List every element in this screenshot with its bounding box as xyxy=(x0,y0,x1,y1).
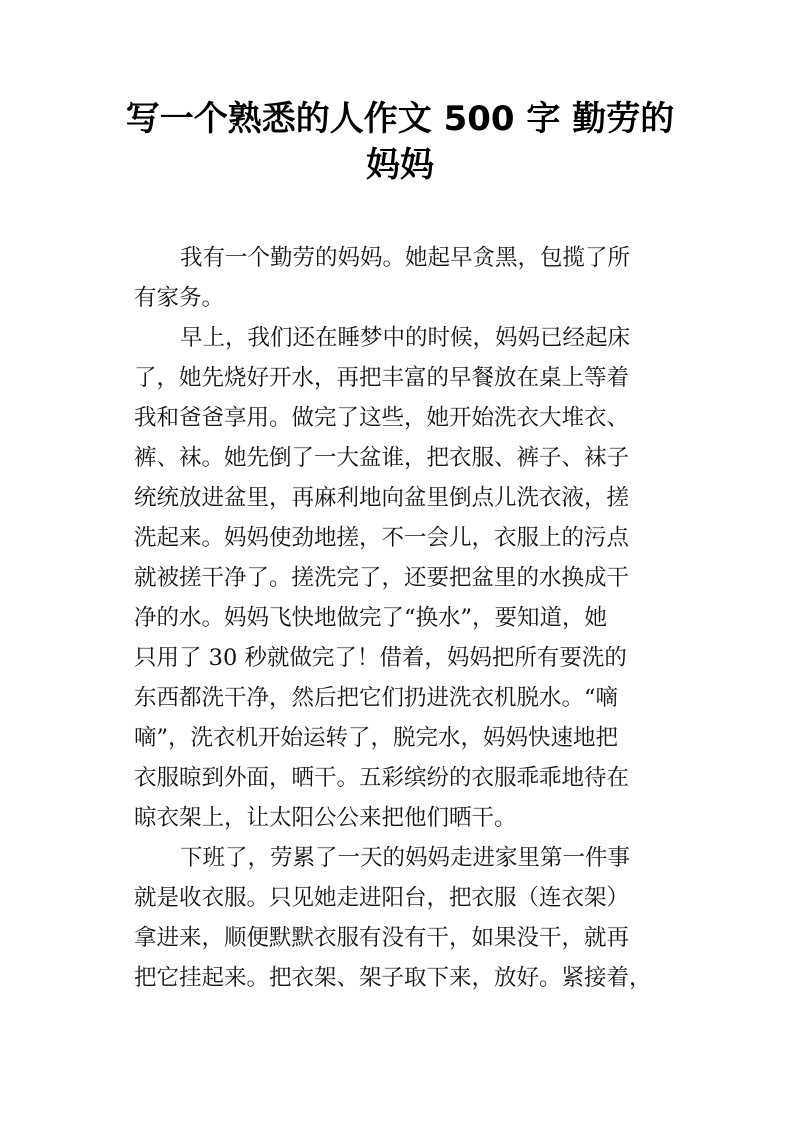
text-line: 洗起来。妈妈使劲地搓，不一会儿，衣服上的污点 xyxy=(134,525,630,551)
document-body xyxy=(134,238,674,998)
text-line: 把它挂起来。把衣架、架子取下来，放好。紧接着， xyxy=(134,965,652,991)
text-line: 晾衣架上，让太阳公公来把他们晒干。 xyxy=(134,805,517,831)
document-title: 写一个熟悉的人作文 500 字 勤劳的妈妈 xyxy=(125,99,675,185)
text-line: 嘀”，洗衣机开始运转了，脱完水，妈妈快速地把 xyxy=(134,725,619,751)
text-line: 只用了 30 秒就做完了！借着，妈妈把所有要洗的 xyxy=(134,645,627,671)
text-line: 衣服晾到外面，晒干。五彩缤纷的衣服乖乖地待在 xyxy=(134,765,630,791)
paragraph-2 xyxy=(134,318,674,838)
text-line: 有家务。 xyxy=(134,285,225,311)
paragraph-3 xyxy=(134,838,674,998)
text-line: 拿进来，顺便默默衣服有没有干，如果没干，就再 xyxy=(134,925,630,951)
text-line: 就被搓干净了。搓洗完了，还要把盆里的水换成干 xyxy=(134,565,630,591)
text-line: 早上，我们还在睡梦中的时候，妈妈已经起床 xyxy=(180,325,631,351)
text-line: 我和爸爸享用。做完了这些，她开始洗衣大堆衣、 xyxy=(134,405,630,431)
text-line: 我有一个勤劳的妈妈。她起早贪黑，包揽了所 xyxy=(180,245,631,271)
paragraph-1 xyxy=(134,238,674,318)
text-line: 统统放进盆里，再麻利地向盆里倒点儿洗衣液，搓 xyxy=(134,485,630,511)
text-line: 裤、袜。她先倒了一大盆谁，把衣服、裤子、袜子 xyxy=(134,445,630,471)
text-line: 了，她先烧好开水，再把丰富的早餐放在桌上等着 xyxy=(134,365,630,391)
text-line: 净的水。妈妈飞快地做完了“换水”，要知道，她 xyxy=(134,605,608,631)
text-line: 下班了，劳累了一天的妈妈走进家里第一件事 xyxy=(180,845,631,871)
text-line: 东西都洗干净，然后把它们扔进洗衣机脱水。“嘀 xyxy=(134,685,619,711)
text-line: 就是收衣服。只见她走进阳台，把衣服（连衣架） xyxy=(134,885,630,911)
